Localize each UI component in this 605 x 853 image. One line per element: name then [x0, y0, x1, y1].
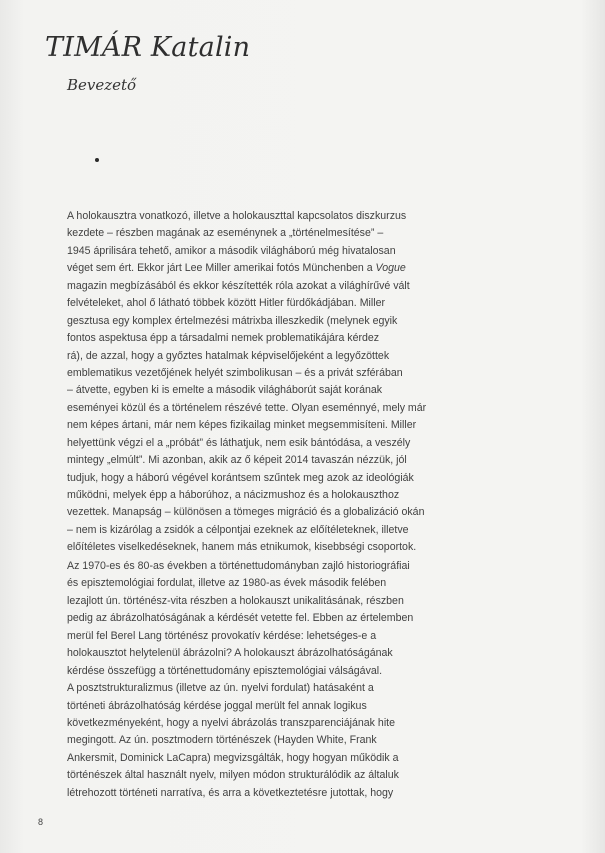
- text-run: fontos aspektusa épp a társadalmi nemek problematikájára kérdez: [67, 332, 380, 345]
- text-run: A holokausztra vonatkozó, illetve a holokauszttal kapcsolatos diszkurzus: [67, 210, 407, 222]
- text-run: emblematikus vezetőjének helyét szimbolikusan – és a privát szférában: [67, 366, 403, 379]
- text-line: [67, 260, 499, 277]
- body-paragraph-1: [67, 208, 499, 557]
- text-line: [67, 225, 499, 242]
- chapter-subtitle: Bevezető: [67, 76, 137, 94]
- text-run: történészek által használt nyelv, milyen módon strukturálódik az általuk: [67, 769, 399, 782]
- text-line: [67, 417, 499, 434]
- text-line: [67, 522, 499, 539]
- text-run: következményeként, hogy a nyelvi ábrázolás transzparenciájának hite: [67, 716, 396, 729]
- text-line: [67, 243, 499, 260]
- text-run: 1945 áprilisára tehető, amikor a második világháború még hivatalosan: [67, 244, 396, 257]
- text-line: [67, 785, 499, 802]
- text-line: [67, 539, 499, 556]
- text-line: [67, 313, 499, 330]
- text-run: Ankersmit, Dominick LaCapra) megvizsgálták, hogy hogyan működik a: [67, 751, 399, 764]
- text-line: [67, 435, 499, 452]
- text-run: gesztusa egy komplex értelmezési mátrixba illeszkedik (melynek egyik: [67, 314, 398, 327]
- text-line: [67, 575, 499, 592]
- text-line: [67, 330, 499, 347]
- italic-text-run: Vogue: [375, 262, 406, 275]
- text-run: és episztemológiai fordulat, illetve az 1980-as évek második felében: [67, 577, 387, 590]
- text-line: [67, 610, 499, 627]
- text-run: mintegy „elmúlt”. Mi azonban, akik az ő képeit 2014 tavaszán nézzük, jól: [67, 454, 407, 467]
- text-run: – nem is kizárólag a zsidók a célpontjai ezeknek az előítéleteknek, illetve: [67, 523, 409, 536]
- text-line: [67, 504, 499, 521]
- text-run: tudjuk, hogy a háború végével korántsem szűntek meg azok az ideológiák: [67, 471, 414, 484]
- text-run: kezdete – részben magának az eseménynek a „történelmesítése” –: [67, 227, 384, 240]
- text-run: helyettünk végzi el a „próbát” és láthatjuk, nem esik bántódása, a veszély: [67, 436, 411, 449]
- text-line: [67, 558, 499, 575]
- text-run: Az 1970-es és 80-as években a történettudományban zajló historiográfiai: [67, 560, 410, 572]
- text-run: megingott. Az ún. posztmodern történészek (Hayden White, Frank: [67, 734, 377, 747]
- text-line: [67, 400, 499, 417]
- text-line: [67, 593, 499, 610]
- text-run: rá), de azzal, hogy a győztes hatalmak képviselőjeként a legyőzöttek: [67, 349, 390, 362]
- text-line: [67, 365, 499, 382]
- text-line: [67, 295, 499, 312]
- text-line: [67, 680, 499, 697]
- text-line: [67, 628, 499, 645]
- text-line: [67, 663, 499, 680]
- text-run: A posztstrukturalizmus (illetve az ún. nyelvi fordulat) hatásaként a: [67, 682, 374, 695]
- text-run: – átvette, egyben ki is emelte a második világháborút saját korának: [67, 384, 383, 397]
- text-line: [67, 732, 499, 749]
- text-line: [67, 750, 499, 767]
- text-run: eseményei közül és a történelem részévé tette. Olyan eseménnyé, mely már: [67, 401, 427, 414]
- text-run: véget sem ért. Ekkor járt Lee Miller amerikai fotós Münchenben a: [67, 262, 376, 275]
- text-line: [67, 278, 499, 295]
- text-run: lezajlott ún. történész-vita részben a holokauszt unikalitásának, részben: [67, 594, 404, 607]
- text-run: vezettek. Manapság – különösen a tömeges migráció és a globalizáció okán: [67, 506, 425, 519]
- text-run: kérdése összefügg a történettudomány episztemológiai válságával.: [67, 664, 383, 677]
- text-run: felvételeket, ahol ő látható többek között Hitler fürdőkádjában. Miller: [67, 297, 385, 310]
- page-number: 8: [38, 817, 44, 827]
- text-run: előítéletes viselkedéseknek, hanem más etnikumok, kisebbségi csoportok.: [67, 541, 417, 554]
- author-name: TIMÁR Katalin: [45, 32, 251, 63]
- body-paragraph-2: [67, 558, 499, 802]
- text-run: magazin megbízásából és ekkor készítették róla azokat a világhírűvé vált: [67, 279, 410, 292]
- text-run: pedig az ábrázolhatóságának a kérdését vetette fel. Ebben az értelemben: [67, 612, 414, 625]
- ornament-dot: [95, 158, 99, 162]
- text-line: [67, 382, 499, 399]
- text-run: holokausztot helytelenül ábrázolni? A holokauszt ábrázolhatóságának: [67, 647, 393, 660]
- text-line: [67, 470, 499, 487]
- text-run: történeti ábrázolhatóság kérdése joggal merült fel annak logikus: [67, 699, 367, 712]
- text-run: nem képes ártani, már nem képes fizikailag minket megsemmisíteni. Miller: [67, 419, 417, 432]
- text-line: [67, 487, 499, 504]
- text-line: [67, 452, 499, 469]
- text-line: [67, 645, 499, 662]
- text-run: létrehozott történeti narratíva, és arra a következtetésre jutottak, hogy: [67, 786, 394, 799]
- text-line: [67, 767, 499, 784]
- text-run: működni, melyek épp a háborúhoz, a nácizmushoz és a holokauszthoz: [67, 489, 400, 501]
- text-run: merül fel Berel Lang történész provokatív kérdése: lehetséges-e a: [67, 629, 377, 642]
- text-line: [67, 715, 499, 732]
- text-line: [67, 698, 499, 715]
- text-line: [67, 348, 499, 365]
- text-line: [67, 208, 499, 225]
